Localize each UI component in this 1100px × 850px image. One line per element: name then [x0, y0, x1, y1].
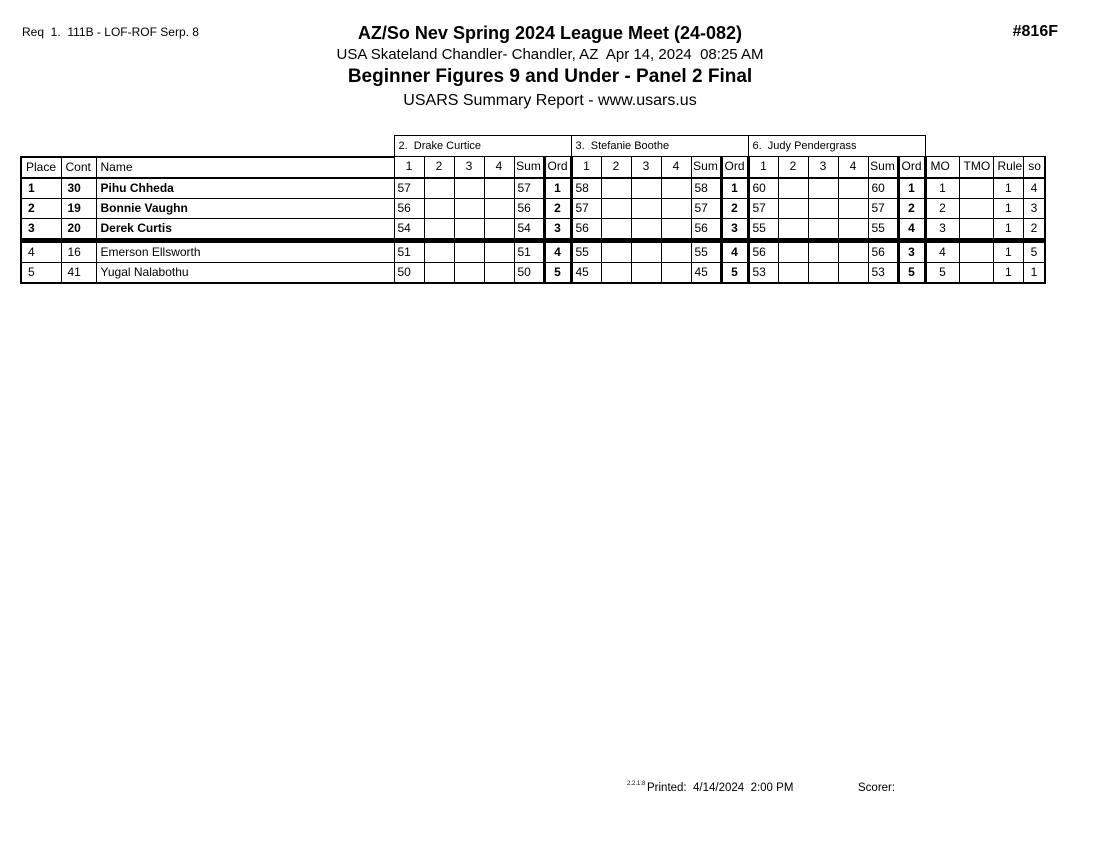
- judge-score-cell: 56: [394, 198, 424, 218]
- judge-score-cell: [601, 218, 631, 240]
- judge-score-cell: [424, 262, 454, 283]
- place-cell: 1: [21, 178, 61, 199]
- judge-score-cell: 56: [571, 218, 601, 240]
- tmo-cell: [959, 240, 993, 262]
- rule-cell: 1: [993, 198, 1024, 218]
- judge-score-cell: [601, 240, 631, 262]
- so-cell: 4: [1024, 178, 1045, 199]
- judge-score-cell: 51: [394, 240, 424, 262]
- col-header-ord: Ord: [721, 157, 748, 178]
- col-header-figure-2: 2: [778, 157, 808, 178]
- judge-score-cell: [808, 198, 838, 218]
- judge-score-cell: [778, 178, 808, 199]
- contestant-number-cell: 20: [61, 218, 96, 240]
- judge-score-cell: [601, 262, 631, 283]
- so-cell: 2: [1024, 218, 1045, 240]
- judge-sum-cell: 45: [691, 262, 721, 283]
- judge-ord-cell: 3: [721, 218, 748, 240]
- judge-score-cell: [661, 240, 691, 262]
- rule-cell: 1: [993, 178, 1024, 199]
- col-header-sum: Sum: [691, 157, 721, 178]
- judge-score-cell: [484, 178, 514, 199]
- col-header-mo: MO: [925, 157, 959, 178]
- result-row: [21, 240, 1045, 262]
- so-cell: 5: [1024, 240, 1045, 262]
- venue-line: USA Skateland Chandler- Chandler, AZ Apr 14, 2024 08:25 AM: [336, 46, 764, 63]
- col-header-figure-2: 2: [601, 157, 631, 178]
- judge-score-cell: [838, 218, 868, 240]
- mo-cell: 4: [925, 240, 959, 262]
- judge-score-cell: 55: [571, 240, 601, 262]
- place-cell: 2: [21, 198, 61, 218]
- mo-cell: 1: [925, 178, 959, 199]
- judge-score-cell: [661, 218, 691, 240]
- requirement-line: Req 1. 111B - LOF-ROF Serp. 8: [22, 25, 199, 39]
- place-cell: 4: [21, 240, 61, 262]
- judge-score-cell: [424, 240, 454, 262]
- judge-score-cell: [838, 262, 868, 283]
- mo-cell: 3: [925, 218, 959, 240]
- judge-score-cell: [484, 262, 514, 283]
- judge-sum-cell: 55: [868, 218, 898, 240]
- result-row: [21, 262, 1045, 283]
- judge-score-cell: [601, 198, 631, 218]
- judge-score-cell: [778, 198, 808, 218]
- skater-name-cell: Bonnie Vaughn: [96, 198, 394, 218]
- skater-name-cell: Yugal Nalabothu: [96, 262, 394, 283]
- judge-sum-cell: 50: [514, 262, 544, 283]
- judge-score-cell: [808, 240, 838, 262]
- judge-score-cell: [424, 218, 454, 240]
- judge-ord-cell: 2: [721, 198, 748, 218]
- judge-score-cell: [454, 178, 484, 199]
- scorer-label: Scorer:: [858, 782, 896, 794]
- col-header-sum: Sum: [868, 157, 898, 178]
- judge-score-cell: [808, 218, 838, 240]
- judge-sum-cell: 54: [514, 218, 544, 240]
- judge-2-name: 3. Stefanie Boothe: [571, 136, 748, 157]
- col-header-figure-3: 3: [454, 157, 484, 178]
- judge-score-cell: [454, 240, 484, 262]
- judge-ord-cell: 5: [721, 262, 748, 283]
- judge-score-cell: [838, 178, 868, 199]
- judge-score-cell: [661, 198, 691, 218]
- judge-sum-cell: 60: [868, 178, 898, 199]
- judge-sum-cell: 57: [868, 198, 898, 218]
- judge-1-name: 2. Drake Curtice: [394, 136, 571, 157]
- judge-score-cell: 57: [571, 198, 601, 218]
- judge-score-cell: [778, 218, 808, 240]
- judge-score-cell: [631, 240, 661, 262]
- tmo-cell: [959, 262, 993, 283]
- judge-score-cell: [661, 262, 691, 283]
- results-table: [20, 135, 1046, 284]
- judge-score-cell: [484, 218, 514, 240]
- skater-name-cell: Derek Curtis: [96, 218, 394, 240]
- judge-score-cell: [454, 218, 484, 240]
- rule-cell: 1: [993, 262, 1024, 283]
- mo-cell: 2: [925, 198, 959, 218]
- judge-sum-cell: 57: [691, 198, 721, 218]
- report-header: [0, 22, 1100, 113]
- place-cell: 5: [21, 262, 61, 283]
- result-row: [21, 218, 1045, 240]
- so-cell: 3: [1024, 198, 1045, 218]
- col-header-tmo: TMO: [959, 157, 993, 178]
- col-header-figure-2: 2: [424, 157, 454, 178]
- col-header-so: so: [1024, 157, 1045, 178]
- tmo-cell: [959, 198, 993, 218]
- judge-sum-cell: 51: [514, 240, 544, 262]
- judge-score-cell: [778, 240, 808, 262]
- judge-score-cell: [661, 178, 691, 199]
- col-header-rule: Rule: [993, 157, 1024, 178]
- col-header-place: Place: [21, 157, 61, 178]
- judge-sum-cell: 55: [691, 240, 721, 262]
- contestant-number-cell: 30: [61, 178, 96, 199]
- judge-sum-cell: 58: [691, 178, 721, 199]
- judge-score-cell: [838, 240, 868, 262]
- version-note: 2.2.1.8: [627, 781, 646, 787]
- column-header-row: [21, 157, 1045, 178]
- col-header-figure-3: 3: [808, 157, 838, 178]
- judge-score-cell: 58: [571, 178, 601, 199]
- col-header-figure-4: 4: [661, 157, 691, 178]
- judge-score-cell: [808, 178, 838, 199]
- col-header-name: Name: [96, 157, 394, 178]
- judge-score-cell: [838, 198, 868, 218]
- judge-score-cell: 56: [748, 240, 778, 262]
- tmo-cell: [959, 178, 993, 199]
- judge-ord-cell: 2: [544, 198, 571, 218]
- judge-score-cell: [631, 218, 661, 240]
- judge-score-cell: [454, 198, 484, 218]
- col-header-ord: Ord: [898, 157, 925, 178]
- mo-cell: 5: [925, 262, 959, 283]
- rule-cell: 1: [993, 218, 1024, 240]
- judge-ord-cell: 4: [544, 240, 571, 262]
- judge-score-cell: 57: [748, 198, 778, 218]
- judge-score-cell: [484, 240, 514, 262]
- contestant-number-cell: 19: [61, 198, 96, 218]
- judge-score-cell: 50: [394, 262, 424, 283]
- results-body: [21, 178, 1045, 283]
- col-header-figure-4: 4: [484, 157, 514, 178]
- judge-score-cell: [808, 262, 838, 283]
- judge-header-row: [21, 136, 1045, 157]
- col-header-figure-3: 3: [631, 157, 661, 178]
- judge-score-cell: [424, 198, 454, 218]
- skater-name-cell: Pihu Chheda: [96, 178, 394, 199]
- judge-ord-cell: 5: [544, 262, 571, 283]
- tmo-cell: [959, 218, 993, 240]
- judge-score-cell: [631, 262, 661, 283]
- judge-ord-cell: 4: [898, 218, 925, 240]
- judge-score-cell: 45: [571, 262, 601, 283]
- result-row: [21, 198, 1045, 218]
- judge-sum-cell: 57: [514, 178, 544, 199]
- judge-ord-cell: 1: [721, 178, 748, 199]
- result-row: [21, 178, 1045, 199]
- judge-score-cell: 53: [748, 262, 778, 283]
- judge-score-cell: 54: [394, 218, 424, 240]
- judge-ord-cell: 2: [898, 198, 925, 218]
- judge-score-cell: 57: [394, 178, 424, 199]
- judge-score-cell: 55: [748, 218, 778, 240]
- judge-score-cell: [424, 178, 454, 199]
- judge-sum-cell: 56: [868, 240, 898, 262]
- col-header-ord: Ord: [544, 157, 571, 178]
- col-header-figure-4: 4: [838, 157, 868, 178]
- judge-3-name: 6. Judy Pendergrass: [748, 136, 925, 157]
- judge-ord-cell: 4: [721, 240, 748, 262]
- judge-score-cell: [631, 178, 661, 199]
- judge-sum-cell: 53: [868, 262, 898, 283]
- judge-score-cell: [778, 262, 808, 283]
- col-header-figure-1: 1: [571, 157, 601, 178]
- event-title: Beginner Figures 9 and Under - Panel 2 Final: [347, 66, 753, 87]
- judge-score-cell: [631, 198, 661, 218]
- col-header-cont: Cont: [61, 157, 96, 178]
- judge-sum-cell: 56: [691, 218, 721, 240]
- report-type: USARS Summary Report - www.usars.us: [403, 92, 697, 109]
- rule-cell: 1: [993, 240, 1024, 262]
- judge-score-cell: [601, 178, 631, 199]
- spacer-cell: [925, 136, 1045, 157]
- doc-number: #816F: [1012, 23, 1058, 40]
- contestant-number-cell: 41: [61, 262, 96, 283]
- so-cell: 1: [1024, 262, 1045, 283]
- col-header-sum: Sum: [514, 157, 544, 178]
- printed-timestamp: Printed: 4/14/2024 2:00 PM: [647, 782, 794, 794]
- contestant-number-cell: 16: [61, 240, 96, 262]
- judge-ord-cell: 5: [898, 262, 925, 283]
- judge-ord-cell: 1: [898, 178, 925, 199]
- judge-ord-cell: 3: [544, 218, 571, 240]
- judge-score-cell: [454, 262, 484, 283]
- skater-name-cell: Emerson Ellsworth: [96, 240, 394, 262]
- spacer-cell: [21, 136, 394, 157]
- judge-ord-cell: 1: [544, 178, 571, 199]
- col-header-figure-1: 1: [748, 157, 778, 178]
- meet-title: AZ/So Nev Spring 2024 League Meet (24-082): [357, 23, 743, 43]
- judge-score-cell: [484, 198, 514, 218]
- judge-sum-cell: 56: [514, 198, 544, 218]
- judge-score-cell: 60: [748, 178, 778, 199]
- place-cell: 3: [21, 218, 61, 240]
- col-header-figure-1: 1: [394, 157, 424, 178]
- judge-ord-cell: 3: [898, 240, 925, 262]
